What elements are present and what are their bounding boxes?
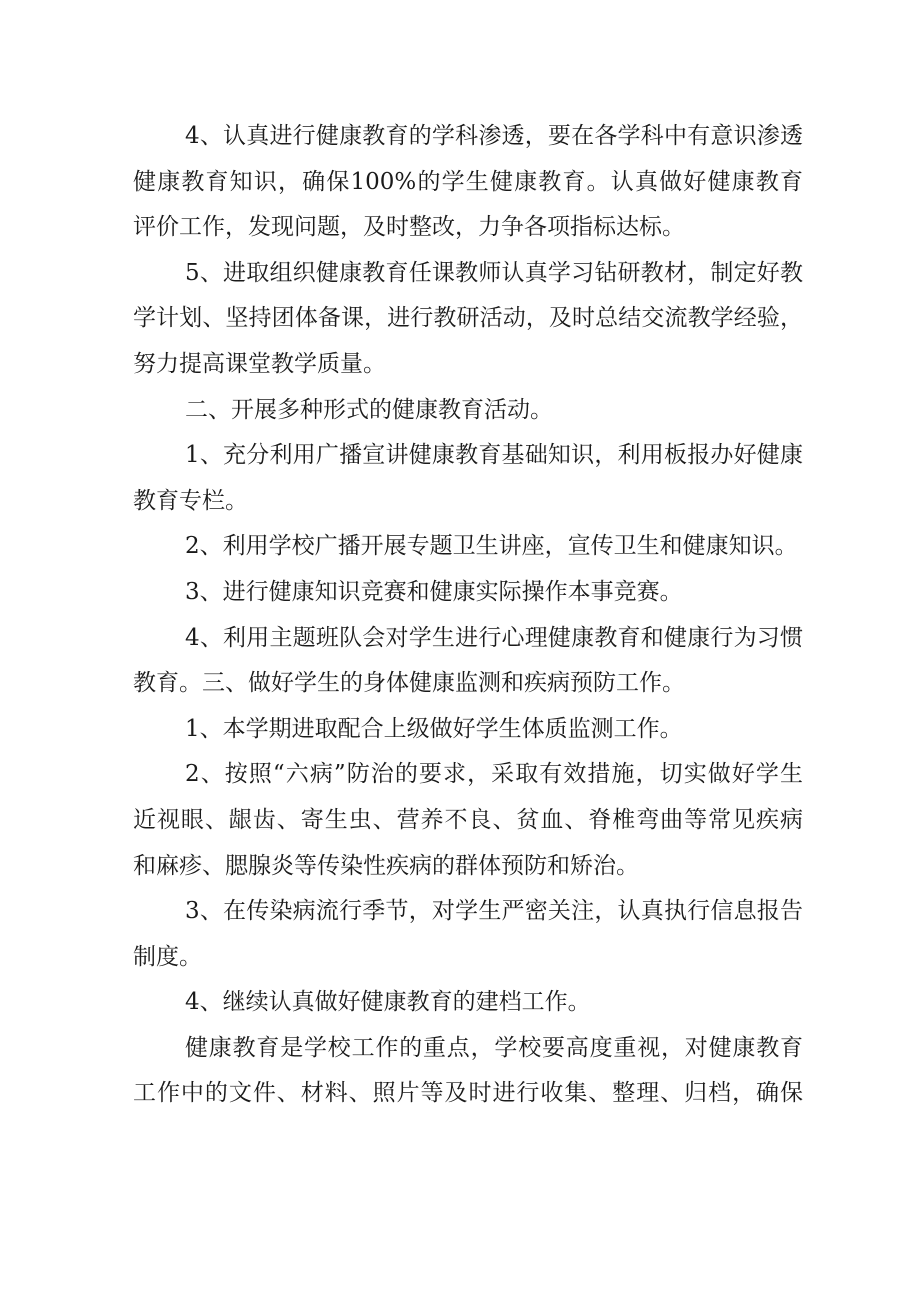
text-line: 制度。	[133, 943, 202, 970]
paragraph-item-4-archiving	[133, 980, 803, 1026]
text-line: 教育。三、做好学生的身体健康监测和疾病预防工作。	[133, 670, 685, 697]
paragraph-item-3-epidemic-season	[133, 889, 803, 980]
paragraph-item-5-teacher-training	[133, 251, 803, 388]
text-line: 1、本学期进取配合上级做好学生体质监测工作。	[185, 715, 683, 742]
paragraph-item-2-six-diseases	[133, 752, 803, 889]
text-line: 健康教育是学校工作的重点，学校要高度重视，对健康教育	[185, 1034, 803, 1061]
text-line: 努力提高课堂教学质量。	[133, 350, 386, 377]
text-line: 1、充分利用广播宣讲健康教育基础知识，利用板报办好健康	[185, 442, 803, 469]
text-line: 2、按照“六病”防治的要求，采取有效措施，切实做好学生	[185, 761, 803, 788]
text-line: 3、进行健康知识竞赛和健康实际操作本事竞赛。	[185, 578, 683, 605]
paragraph-item-4-subject-infiltration	[133, 114, 803, 251]
text-line: 工作中的文件、材料、照片等及时进行收集、整理、归档，确保	[133, 1080, 803, 1107]
text-line: 4、继续认真做好健康教育的建档工作。	[185, 989, 591, 1016]
text-line: 和麻疹、腮腺炎等传染性疾病的群体预防和矫治。	[133, 852, 639, 879]
paragraph-item-1-broadcast	[133, 433, 803, 524]
text-line: 健康教育知识，确保100%的学生健康教育。认真做好健康教育	[133, 168, 803, 195]
text-line: 4、认真进行健康教育的学科渗透，要在各学科中有意识渗透	[185, 123, 803, 149]
paragraph-item-3-competition	[133, 570, 803, 616]
document-body	[133, 114, 803, 1117]
paragraph-item-2-lectures	[133, 524, 803, 570]
text-line: 近视眼、龈齿、寄生虫、营养不良、贫血、脊椎弯曲等常见疾病	[133, 806, 803, 833]
text-line: 学计划、坚持团体备课，进行教研活动，及时总结交流教学经验，	[133, 305, 803, 332]
text-line: 3、在传染病流行季节，对学生严密关注，认真执行信息报告	[185, 898, 803, 925]
text-line: 教育专栏。	[133, 487, 248, 514]
text-line: 5、进取组织健康教育任课教师认真学习钻研教材，制定好教	[185, 259, 803, 286]
paragraph-item-1-physique-monitoring	[133, 707, 803, 753]
paragraph-item-4-class-meeting	[133, 616, 803, 707]
section-heading-two	[133, 388, 803, 434]
text-line: 二、开展多种形式的健康教育活动。	[185, 396, 553, 423]
text-line: 2、利用学校广播开展专题卫生讲座，宣传卫生和健康知识。	[185, 533, 798, 560]
text-line: 4、利用主题班队会对学生进行心理健康教育和健康行为习惯	[185, 624, 803, 651]
paragraph-conclusion	[133, 1026, 803, 1117]
text-line: 评价工作，发现问题，及时整改，力争各项指标达标。	[133, 214, 685, 241]
